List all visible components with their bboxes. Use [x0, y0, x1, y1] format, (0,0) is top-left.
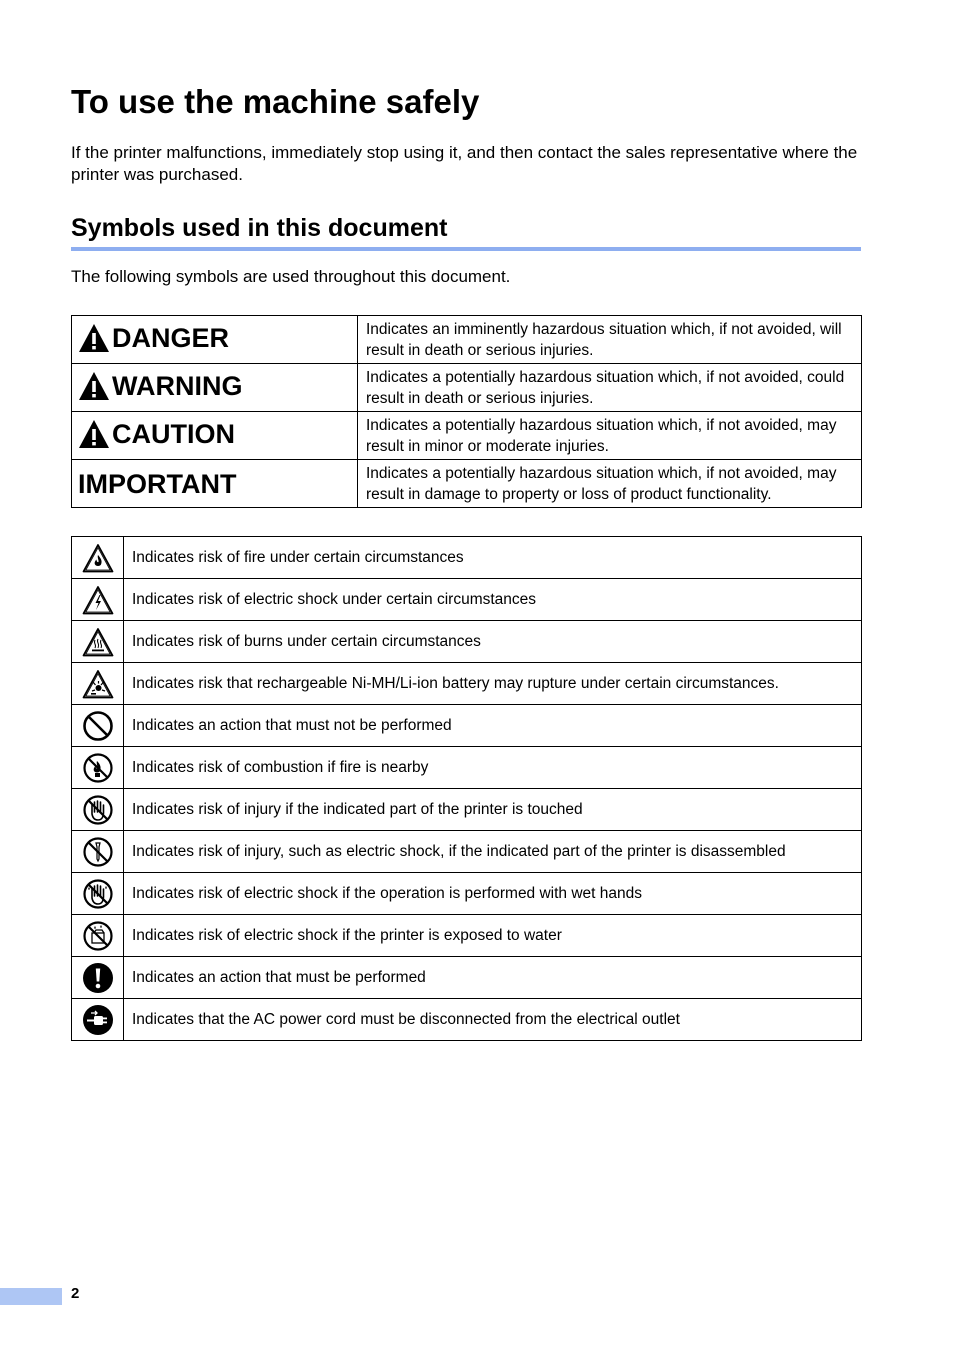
signal-word-description: Indicates a potentially hazardous situation which, if not avoided, may result in damage to property or loss of product functionality.	[358, 460, 862, 508]
symbol-description: Indicates risk of burns under certain circumstances	[124, 621, 862, 663]
no-water-exposure-icon	[82, 920, 114, 952]
no-open-flame-icon	[82, 752, 114, 784]
section-title: Symbols used in this document	[71, 214, 448, 242]
intro-paragraph: If the printer malfunctions, immediately stop using it, and then contact the sales representative where the printer was purchased.	[71, 143, 858, 184]
battery-rupture-hazard-icon	[82, 669, 114, 699]
table-row	[72, 873, 862, 915]
page-number: 2	[71, 1285, 80, 1302]
signal-word-warning: WARNING	[112, 371, 243, 401]
signal-word-cell	[72, 460, 358, 508]
table-row	[72, 663, 862, 705]
signal-word-description: Indicates a potentially hazardous situation which, if not avoided, could result in death or serious injuries.	[358, 364, 862, 412]
no-disassembly-icon	[82, 836, 114, 868]
table-row	[72, 831, 862, 873]
no-wet-hands-icon	[82, 878, 114, 910]
table-row	[72, 316, 862, 364]
mandatory-action-icon	[82, 962, 114, 994]
lead-paragraph: The following symbols are used throughout this document.	[71, 267, 511, 286]
warning-triangle-icon	[78, 419, 110, 449]
signal-word-description: Indicates an imminently hazardous situation which, if not avoided, will result in death or serious injuries.	[358, 316, 862, 364]
symbol-description: Indicates risk of injury if the indicated part of the printer is touched	[124, 789, 862, 831]
hot-surface-hazard-icon	[82, 627, 114, 657]
prohibited-icon	[82, 710, 114, 742]
symbol-description: Indicates risk of fire under certain circumstances	[124, 537, 862, 579]
symbol-description: Indicates an action that must be performed	[124, 957, 862, 999]
fire-hazard-icon	[82, 543, 114, 573]
symbol-description: Indicates risk of injury, such as electric shock, if the indicated part of the printer is disassembled	[124, 831, 862, 873]
table-row	[72, 747, 862, 789]
table-row	[72, 705, 862, 747]
table-row	[72, 364, 862, 412]
table-row	[72, 412, 862, 460]
warning-triangle-icon	[78, 371, 110, 401]
table-row	[72, 621, 862, 663]
signal-word-important: IMPORTANT	[78, 468, 237, 499]
signal-word-caution: CAUTION	[112, 419, 235, 449]
symbol-description: Indicates risk of electric shock if the printer is exposed to water	[124, 915, 862, 957]
symbol-description: Indicates risk that rechargeable Ni-MH/Li-ion battery may rupture under certain circumstances.	[124, 663, 862, 705]
table-row	[72, 999, 862, 1041]
page-number-bar	[0, 1288, 62, 1305]
symbol-description: Indicates risk of electric shock under certain circumstances	[124, 579, 862, 621]
table-row	[72, 537, 862, 579]
table-row	[72, 789, 862, 831]
page-title: To use the machine safely	[71, 83, 480, 120]
symbol-description: Indicates an action that must not be performed	[124, 705, 862, 747]
table-row	[72, 915, 862, 957]
signal-word-cell	[72, 364, 358, 412]
table-row	[72, 957, 862, 999]
signal-word-table	[71, 315, 862, 508]
signal-word-cell	[72, 412, 358, 460]
table-row	[72, 579, 862, 621]
section-rule	[71, 247, 861, 251]
warning-triangle-icon	[78, 323, 110, 353]
symbol-table	[71, 536, 862, 1041]
signal-word-description: Indicates a potentially hazardous situation which, if not avoided, may result in minor or moderate injuries.	[358, 412, 862, 460]
table-row	[72, 460, 862, 508]
electric-shock-hazard-icon	[82, 585, 114, 615]
no-touch-icon	[82, 794, 114, 826]
symbol-description: Indicates risk of combustion if fire is nearby	[124, 747, 862, 789]
signal-word-cell	[72, 316, 358, 364]
unplug-power-cord-icon	[82, 1004, 114, 1036]
symbol-description: Indicates risk of electric shock if the operation is performed with wet hands	[124, 873, 862, 915]
signal-word-danger: DANGER	[112, 323, 230, 353]
symbol-description: Indicates that the AC power cord must be disconnected from the electrical outlet	[124, 999, 862, 1041]
